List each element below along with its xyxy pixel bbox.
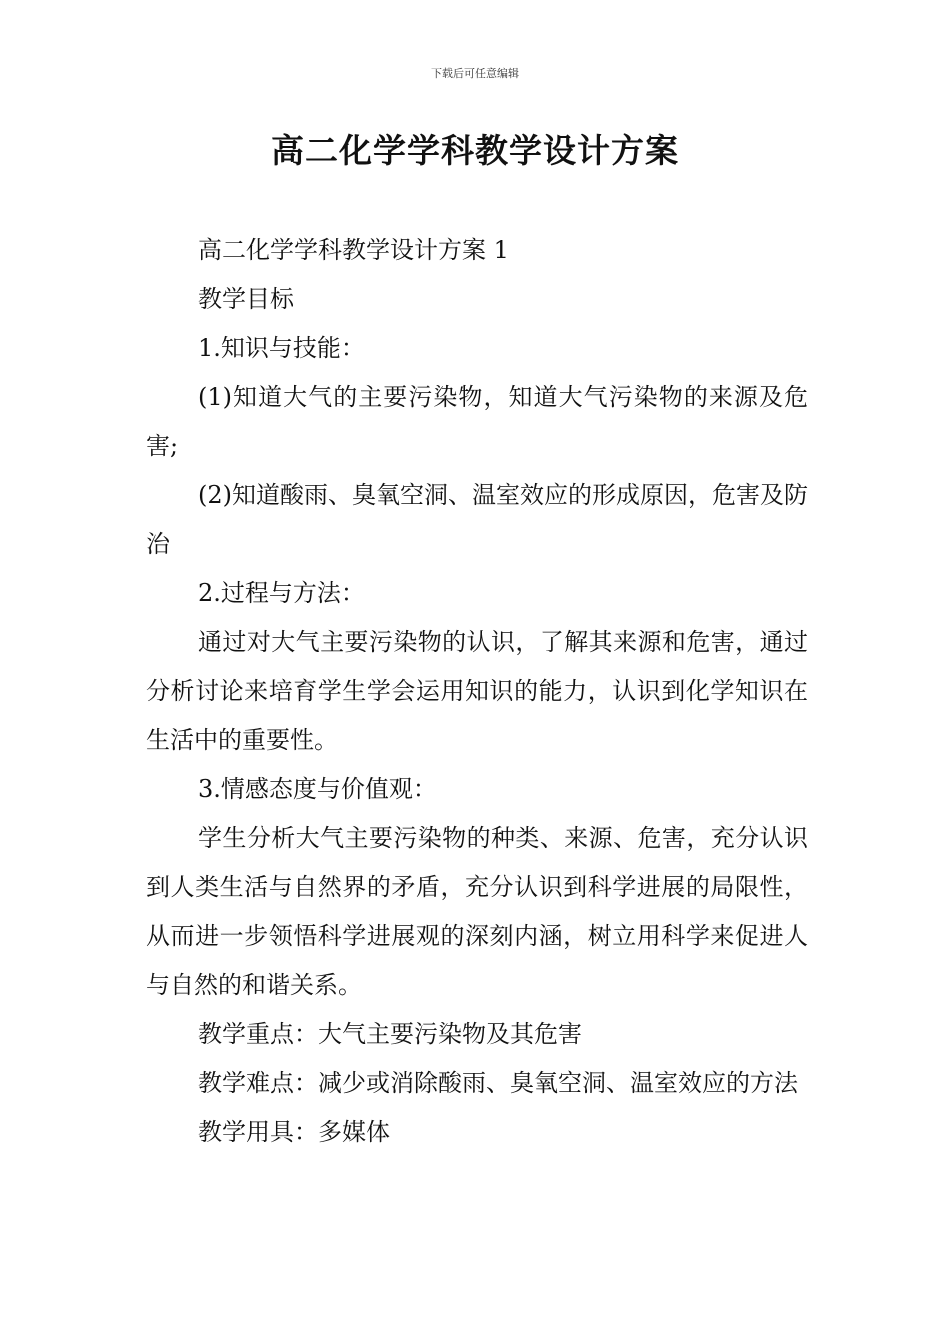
paragraph: 教学重点：大气主要污染物及其危害 [198,1020,582,1048]
paragraph: 2.过程与方法： [198,579,365,607]
paragraph: 1.知识与技能： [198,334,365,362]
paragraph: (1)知道大气的主要污染物，知道大气污染物的来源及危害; [146,383,808,460]
document-body [146,226,808,1157]
paragraph: 通过对大气主要污染物的认识，了解其来源和危害，通过分析讨论来培育学生学会运用知识的能力，认识到化学知识在生活中的重要性。 [146,628,808,754]
paragraph: 学生分析大气主要污染物的种类、来源、危害，充分认识到人类生活与自然界的矛盾，充分认识到科学进展的局限性，从而进一步领悟科学进展观的深刻内涵，树立用科学来促进人与自然的和谐关系。 [146,824,808,999]
paragraph: (2)知道酸雨、臭氧空洞、温室效应的形成原因，危害及防治 [146,481,808,558]
section-heading: 高二化学学科教学设计方案 1 [198,236,509,264]
paragraph: 教学目标 [198,285,294,313]
paragraph: 3.情感态度与价值观： [198,775,437,803]
paragraph: 教学用具：多媒体 [198,1118,390,1146]
document-title: 高二化学学科教学设计方案 [271,131,679,170]
paragraph: 教学难点：减少或消除酸雨、臭氧空洞、温室效应的方法 [198,1069,798,1097]
header-note: 下载后可任意编辑 [431,67,519,80]
